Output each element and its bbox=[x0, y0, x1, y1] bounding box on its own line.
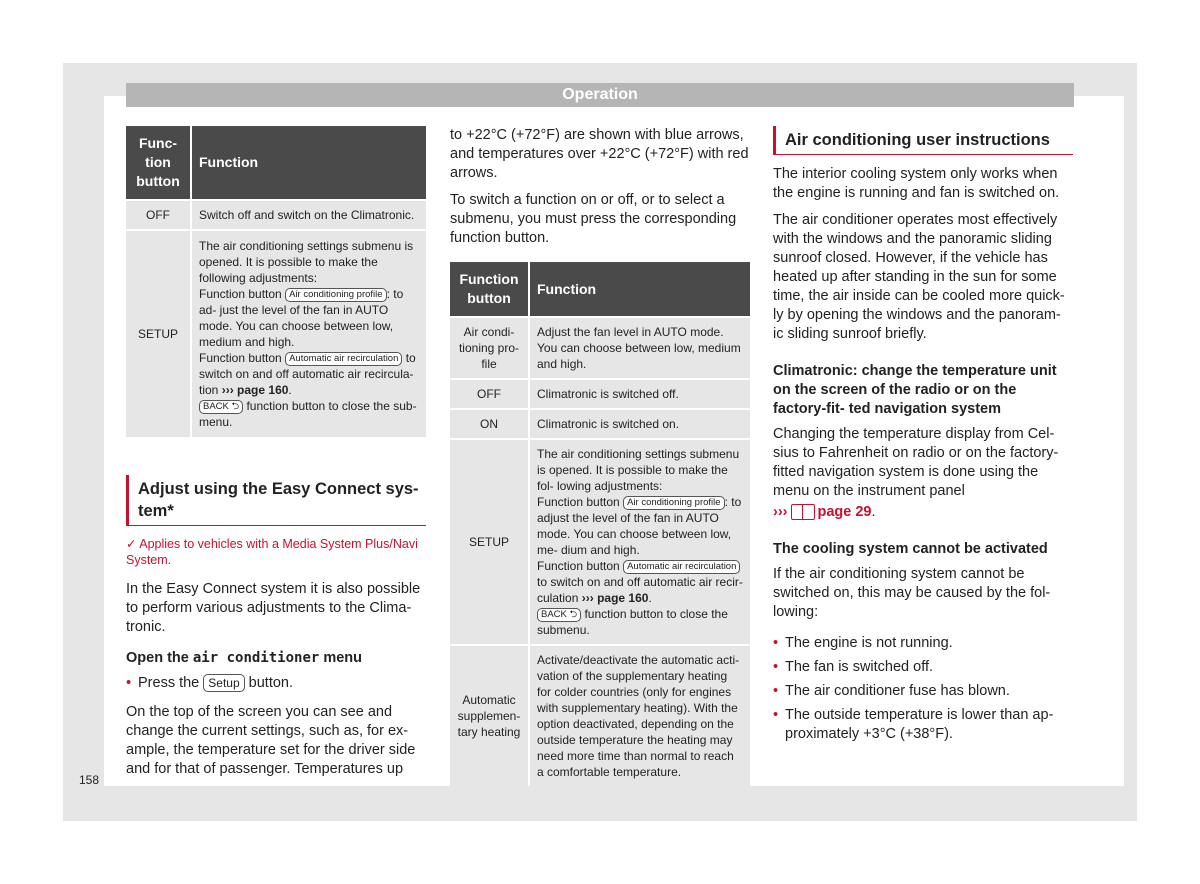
paragraph: The interior cooling system only works when the engine is running and fan is switched on. bbox=[773, 166, 1060, 201]
column-middle bbox=[450, 126, 750, 786]
cell-text: Function button bbox=[199, 351, 282, 365]
table-row bbox=[450, 316, 750, 378]
paragraph: Changing the temperature display from Cel- sius to Fahrenheit on radio or on the factory- fitted navigation system is done using the menu on the instrument panel bbox=[773, 426, 1059, 499]
applies-note: ✓ Applies to vehicles with a Media System Plus/Navi System. bbox=[126, 537, 418, 567]
sub-heading: Climatronic: change the temperature unit on the screen of the radio or on the factory-fit- ted navigation system bbox=[773, 363, 1057, 417]
paragraph: On the top of the screen you can see and change the current settings, such as, for ex- ample, the temperature set for the driver side and for that of passenger. Temperatures up bbox=[126, 704, 416, 777]
sub-heading-text: menu bbox=[323, 650, 363, 666]
paragraph: to +22°C (+72°F) are shown with blue arrows, and temperatures over +22°C (+72°F) with red arrows. bbox=[450, 127, 749, 181]
table-cell-function bbox=[192, 229, 426, 437]
table-header-row bbox=[450, 262, 750, 316]
sub-heading-mono: air conditioner bbox=[192, 650, 320, 666]
list-item: • The air conditioner fuse has blown. bbox=[773, 682, 1073, 701]
paragraph: If the air conditioning system cannot be switched on, this may be caused by the fol- lowing: bbox=[773, 566, 1051, 620]
paragraph: In the Easy Connect system it is also possible to perform various adjustments to the Clima- tronic. bbox=[126, 581, 421, 635]
table-cell-function: Adjust the fan level in AUTO mode. You can choose between low, medium and high. bbox=[530, 316, 750, 378]
cell-text: function button to close the submenu. bbox=[537, 607, 728, 637]
cell-text: Function button bbox=[199, 287, 282, 301]
cell-text: The air conditioning settings submenu is opened. It is possible to make the fol- lowing adjustments: bbox=[537, 447, 740, 493]
table-cell-function: Switch off and switch on the Climatronic. bbox=[192, 199, 426, 229]
table-cell-button: SETUP bbox=[126, 229, 192, 437]
paragraph: To switch a function on or off, or to select a submenu, you must press the corresponding function button. bbox=[450, 192, 737, 246]
cell-text: to switch on and off automatic air recir- culation bbox=[537, 575, 743, 605]
table-header-function: Function bbox=[192, 126, 426, 199]
cell-text: : to adjust the level of the fan in AUTO mode. You can choose between low, me- dium and high. bbox=[537, 495, 742, 557]
section-title: Air conditioning user instructions bbox=[773, 126, 1073, 155]
automatic-air-recirculation-key: Automatic air recirculation bbox=[623, 560, 740, 574]
cell-text: to switch on and off automatic air recircula- tion bbox=[199, 351, 416, 397]
chevrons-icon: ››› bbox=[221, 383, 234, 397]
list-item: • The outside temperature is lower than ap- proximately +3°C (+38°F). bbox=[773, 706, 1073, 744]
table-row bbox=[450, 378, 750, 408]
page-reference[interactable]: page 29 bbox=[817, 504, 872, 520]
sub-heading bbox=[126, 649, 426, 668]
table-cell-button: SETUP bbox=[450, 438, 530, 644]
cell-text: Function button bbox=[537, 559, 620, 573]
back-key: BACK ⮌ bbox=[199, 400, 243, 414]
chevrons-icon: ››› bbox=[773, 504, 788, 520]
cell-text: The air conditioning settings submenu is opened. It is possible to make the following adjustments: bbox=[199, 239, 414, 285]
page-reference-line bbox=[773, 503, 1073, 522]
section-easy-connect bbox=[126, 475, 426, 779]
table-cell-function bbox=[530, 438, 750, 644]
air-conditioning-profile-key: Air conditioning profile bbox=[285, 288, 386, 302]
automatic-air-recirculation-key: Automatic air recirculation bbox=[285, 352, 402, 366]
column-right bbox=[773, 126, 1073, 749]
book-icon bbox=[791, 504, 815, 520]
cell-text: . bbox=[288, 383, 292, 397]
table-row bbox=[126, 229, 426, 437]
list-item: • The fan is switched off. bbox=[773, 658, 1073, 677]
chevrons-icon: ››› bbox=[581, 591, 594, 605]
table-row bbox=[450, 644, 750, 786]
list-item bbox=[126, 674, 426, 693]
section-title: Adjust using the Easy Connect sys- tem* bbox=[126, 475, 426, 526]
setup-key: Setup bbox=[203, 674, 244, 692]
paragraph-end: . bbox=[871, 504, 876, 520]
table-cell-button: OFF bbox=[450, 378, 530, 408]
column-left bbox=[126, 126, 426, 787]
bullet-list bbox=[773, 634, 1073, 744]
table-cell-function: Climatronic is switched on. bbox=[530, 408, 750, 438]
page-number: 158 bbox=[79, 773, 100, 787]
function-table-1 bbox=[126, 126, 426, 437]
table-cell-button: OFF bbox=[126, 199, 192, 229]
table-header-function: Function bbox=[530, 262, 750, 316]
table-cell-button: ON bbox=[450, 408, 530, 438]
table-row bbox=[450, 408, 750, 438]
table-header-row bbox=[126, 126, 426, 199]
air-conditioning-profile-key: Air conditioning profile bbox=[623, 496, 724, 510]
table-row bbox=[450, 438, 750, 644]
table-header-button: Func- tion button bbox=[126, 126, 192, 199]
page-header: Operation bbox=[126, 83, 1074, 107]
table-cell-function: Climatronic is switched off. bbox=[530, 378, 750, 408]
function-table-2 bbox=[450, 262, 750, 786]
cell-text: : to ad- just the level of the fan in AUTO mode. You can choose between low, medium and high. bbox=[199, 287, 404, 349]
cell-text: function button to close the sub- menu. bbox=[199, 399, 417, 429]
page-reference[interactable]: page 160 bbox=[237, 383, 289, 397]
table-cell-function: Activate/deactivate the automatic acti- vation of the supplementary heating for colder countries (only for engines with supplementary heating). With the option deactivated, depending on the outside temperature the heating may need more time than normal to reach a comfortable temperature. bbox=[530, 644, 750, 786]
page-reference[interactable]: page 160 bbox=[597, 591, 649, 605]
list-item: • The engine is not running. bbox=[773, 634, 1073, 653]
bullet-list bbox=[126, 674, 426, 693]
sub-heading: The cooling system cannot be activated bbox=[773, 541, 1048, 557]
cell-text: . bbox=[648, 591, 652, 605]
list-text: Press the bbox=[138, 675, 200, 691]
cell-text: Function button bbox=[537, 495, 620, 509]
paragraph: The air conditioner operates most effectively with the windows and the panoramic sliding sunroof closed. However, if the vehicle has heated up after standing in the sun for some time, the air inside can be cooled more quick- ly by opening the windows and the panoram- ic sliding sunroof briefly. bbox=[773, 212, 1065, 342]
sub-heading-text: Open the bbox=[126, 650, 189, 666]
table-cell-button: Air condi- tioning pro- file bbox=[450, 316, 530, 378]
table-cell-button: Automatic supplemen- tary heating bbox=[450, 644, 530, 786]
back-key: BACK ⮌ bbox=[537, 608, 581, 622]
table-header-button: Function button bbox=[450, 262, 530, 316]
table-row bbox=[126, 199, 426, 229]
list-text: button. bbox=[248, 675, 294, 691]
